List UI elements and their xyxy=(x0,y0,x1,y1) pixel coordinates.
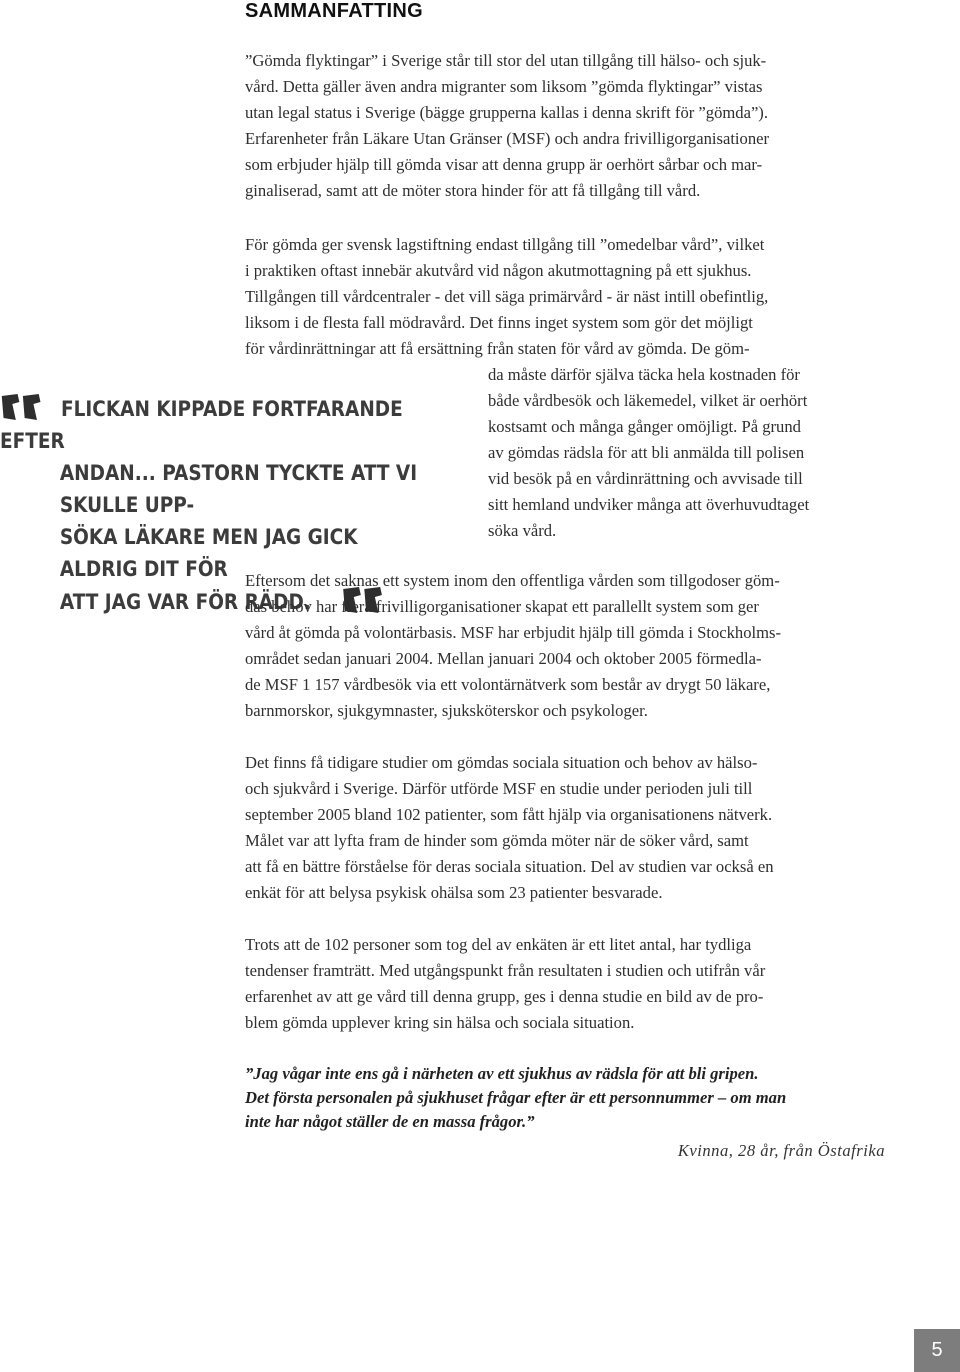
open-quote-icon xyxy=(0,392,44,422)
text-line: Erfarenheter från Läkare Utan Gränser (MSF) och andra frivilligorganisationer xyxy=(245,129,770,148)
text-line: utan legal status i Sverige (bägge grupperna kallas i denna skrift för ”gömda”). xyxy=(245,103,768,122)
paragraph-findings xyxy=(245,932,885,1036)
text-line: vid besök på en vårdinrättning och avvisade till xyxy=(488,469,803,488)
text-line: för vårdinrättningar att få ersättning från staten för vård av gömda. De göm- xyxy=(245,339,750,358)
paragraph-intro xyxy=(245,48,885,204)
text-line: enkät för att belysa psykisk ohälsa som 23 patienter besvarade. xyxy=(245,883,663,902)
text-line: Tillgången till vårdcentraler - det vill säga primärvård - är näst intill obefintlig, xyxy=(245,287,769,306)
text-line: erfarenhet av att ge vård till denna grupp, ges i denna studie en bild av de pro- xyxy=(245,987,764,1006)
quote-line: Det första personalen på sjukhuset frågar efter är ett personnummer – om man xyxy=(245,1088,787,1107)
text-line: liksom i de flesta fall mödravård. Det finns inget system som gör det möjligt xyxy=(245,313,753,332)
quote-attribution: Kvinna, 28 år, från Östafrika xyxy=(677,1141,885,1160)
text-line: vård. Detta gäller även andra migranter som liksom ”gömda flyktingar” vistas xyxy=(245,77,763,96)
text-line: Det finns få tidigare studier om gömdas sociala situation och behov av hälso- xyxy=(245,753,758,772)
text-line: både vårdbesök och läkemedel, vilket är oerhört xyxy=(488,391,808,410)
paragraph-legislation-continued xyxy=(488,362,885,544)
paragraph-volunteer-system xyxy=(245,568,885,724)
quote-line: ”Jag vågar inte ens gå i närheten av ett sjukhus av rädsla för att bli gripen. xyxy=(245,1064,759,1083)
text-line: de MSF 1 157 vårdbesök via ett volontärnätverk som består av drygt 50 läkare, xyxy=(245,675,771,694)
text-line: och sjukvård i Sverige. Därför utförde MSF en studie under perioden juli till xyxy=(245,779,753,798)
text-line: Eftersom det saknas ett system inom den offentliga vården som tillgodoser göm- xyxy=(245,571,780,590)
pull-quote-line: ANDAN... PASTORN TYCKTE ATT VI SKULLE UPP- xyxy=(59,461,418,517)
text-line: att få en bättre förståelse för deras sociala situation. Del av studien var också en xyxy=(245,857,774,876)
page-heading: SAMMANFATTING xyxy=(245,0,423,22)
text-line: barnmorskor, sjukgymnaster, sjuksköterskor och psykologer. xyxy=(245,701,648,720)
page-number-badge: 5 xyxy=(914,1329,960,1372)
text-line: tendenser framträtt. Med utgångspunkt från resultaten i studien och utifrån vår xyxy=(245,961,766,980)
text-line: da måste därför själva täcka hela kostnaden för xyxy=(488,365,800,384)
paragraph-study xyxy=(245,750,885,906)
pull-quote-line: SÖKA LÄKARE MEN JAG GICK ALDRIG DIT FÖR xyxy=(59,525,358,581)
text-line: vård åt gömda på volontärbasis. MSF har erbjudit hjälp till gömda i Stockholms- xyxy=(245,623,781,642)
text-line: blem gömda upplever kring sin hälsa och sociala situation. xyxy=(245,1013,635,1032)
pull-quote-line: ATT JAG VAR FÖR RÄDD. xyxy=(0,585,418,618)
text-line: av gömdas rädsla för att bli anmälda till polisen xyxy=(488,443,805,462)
testimony-quote xyxy=(245,1062,885,1134)
text-line: ginaliserad, samt att de möter stora hinder för att få tillgång till vård. xyxy=(245,181,701,200)
text-line: söka vård. xyxy=(488,521,557,540)
text-line: ”Gömda flyktingar” i Sverige står till stor del utan tillgång till hälso- och sjuk- xyxy=(245,51,767,70)
text-line: som erbjuder hjälp till gömda visar att denna grupp är oerhört sårbar och mar- xyxy=(245,155,763,174)
text-line: kostsamt och många gånger omöjligt. På grund xyxy=(488,417,801,436)
pull-quote-line: FLICKAN KIPPADE FORTFARANDE EFTER xyxy=(0,392,418,457)
paragraph-legislation xyxy=(245,232,885,362)
text-line: i praktiken oftast innebär akutvård vid någon akutmottagning på ett sjukhus. xyxy=(245,261,752,280)
text-line: september 2005 bland 102 patienter, som fått hjälp via organisationens nätverk. xyxy=(245,805,773,824)
text-line: sitt hemland undviker många att överhuvudtaget xyxy=(488,495,810,514)
text-line: området sedan januari 2004. Mellan januari 2004 och oktober 2005 förmedla- xyxy=(245,649,762,668)
quote-line: inte har något ställer de en massa frågor.” xyxy=(245,1112,535,1131)
text-line: das behov har flera frivilligorganisationer skapat ett parallellt system som ger xyxy=(245,597,759,616)
text-line: Trots att de 102 personer som tog del av enkäten är ett litet antal, har tydliga xyxy=(245,935,752,954)
text-line: För gömda ger svensk lagstiftning endast tillgång till ”omedelbar vård”, vilket xyxy=(245,235,765,254)
text-line: Målet var att lyfta fram de hinder som gömda möter när de söker vård, samt xyxy=(245,831,749,850)
